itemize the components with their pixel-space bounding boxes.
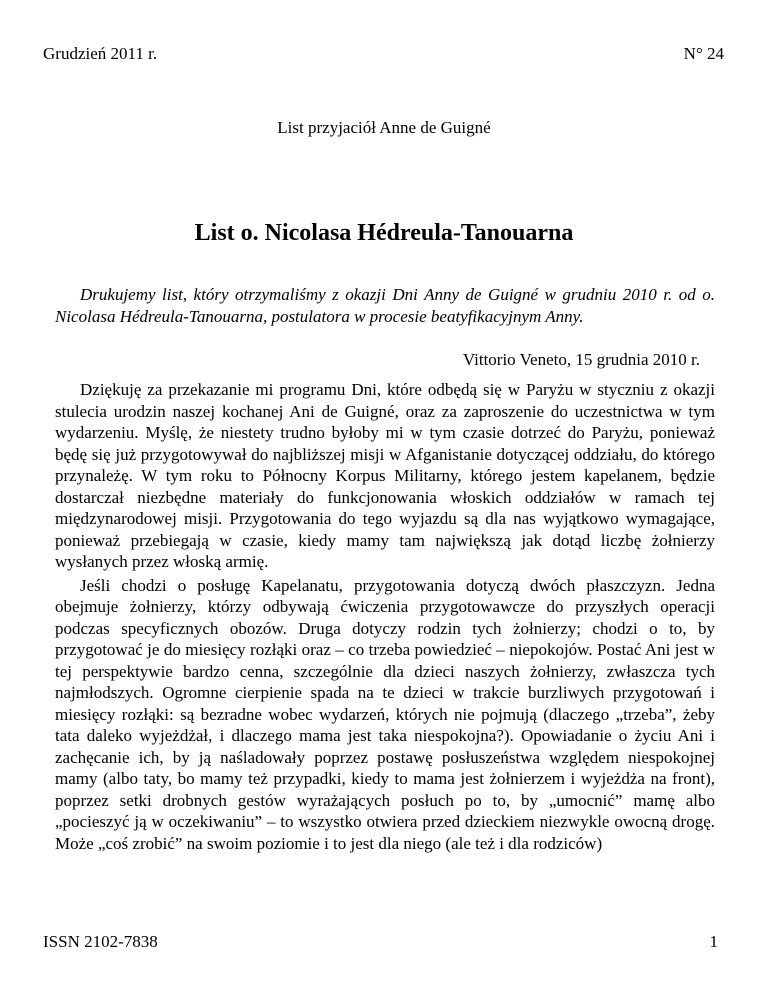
newsletter-subtitle: List przyjaciół Anne de Guigné [277,118,491,137]
header-issue-number: N° 24 [683,44,724,63]
intro-paragraph: Drukujemy list, który otrzymaliśmy z okazji Dni Anny de Guigné w grudniu 2010 r. od o. Nicolasa Hédreula-Tanouarna, postulatora w procesie beatyfikacyjnym Anny. [55,285,715,326]
footer-page-number: 1 [709,932,718,951]
letter-dateline: Vittorio Veneto, 15 grudnia 2010 r. [462,350,700,369]
body-paragraph: Dziękuję za przekazanie mi programu Dni, które odbędą się w Paryżu w styczniu z okazji stulecia urodzin naszej kochanej Ani de Guigné, oraz za zaproszenie do uczestnictwa w tym wydarzeniu. Myślę, że niestety trudno byłoby mi w tym czasie dotrzeć do Paryżu, ponieważ będę się już przygotowywał do najbliższej misji w Afganistanie dotyczącej oddziału, do którego przynależę. W tym roku to Północny Korpus Militarny, którego jestem kapelanem, będzie dostarczał niezbędne materiały do funkcjonowania włoskich oddziałów w ramach tej międzynarodowej misji. Przygotowania do tego wyjazdu są dla nas wyjątkowo wymagające, ponieważ przebiegają w czasie, kiedy mamy tam największą jak dotąd liczbę żołnierzy wysłanych przez włoską armię. [55,380,715,571]
body-paragraph: Jeśli chodzi o posługę Kapelanatu, przygotowania dotyczą dwóch płaszczyzn. Jedna obejmuje żołnierzy, którzy odbywają ćwiczenia przygotowawcze do przyszłych operacji podczas specyficznych obozów. Druga dotyczy rodzin tych żołnierzy; chodzi o to, by przygotować je do miesięcy rozłąki oraz – co trzeba powiedzieć – niepokojów. Postać Ani jest w tej perspektywie bardzo cenna, szczególnie dla dzieci naszych żołnierzy, zwłaszcza tych najmłodszych. Ogromne cierpienie spada na te dzieci w trakcie burzliwych przygotowań i miesięcy rozłąki: są bezradne wobec wydarzeń, których nie pojmują (dlaczego „trzeba”, żeby tata daleko wyjeżdżał, i dlaczego mama jest taka niespokojna?). Opowiadanie o życiu Ani i zachęcanie ich, by ją naśladowały poprzez postawę posłuszeństwa względem niespokojnej mamy (albo taty, bo mamy też przypadki, kiedy to mama jest żołnierzem i wyjeżdża na front), poprzez setki drobnych gestów wyrażających posłuch po to, by „umocnić” mamę albo „pocieszyć ją w oczekiwaniu” – to wszystko otwiera przed dzieckiem niezwykle owocną drogę. Może „coś zrobić” na swoim poziomie i to jest dla niego (ale też i dla rodziców) [55,575,715,853]
letter-body [55,379,715,856]
footer-issn: ISSN 2102-7838 [43,932,158,951]
header-date: Grudzień 2011 r. [43,44,158,63]
article-title: List o. Nicolasa Hédreula-Tanouarna [194,220,574,246]
